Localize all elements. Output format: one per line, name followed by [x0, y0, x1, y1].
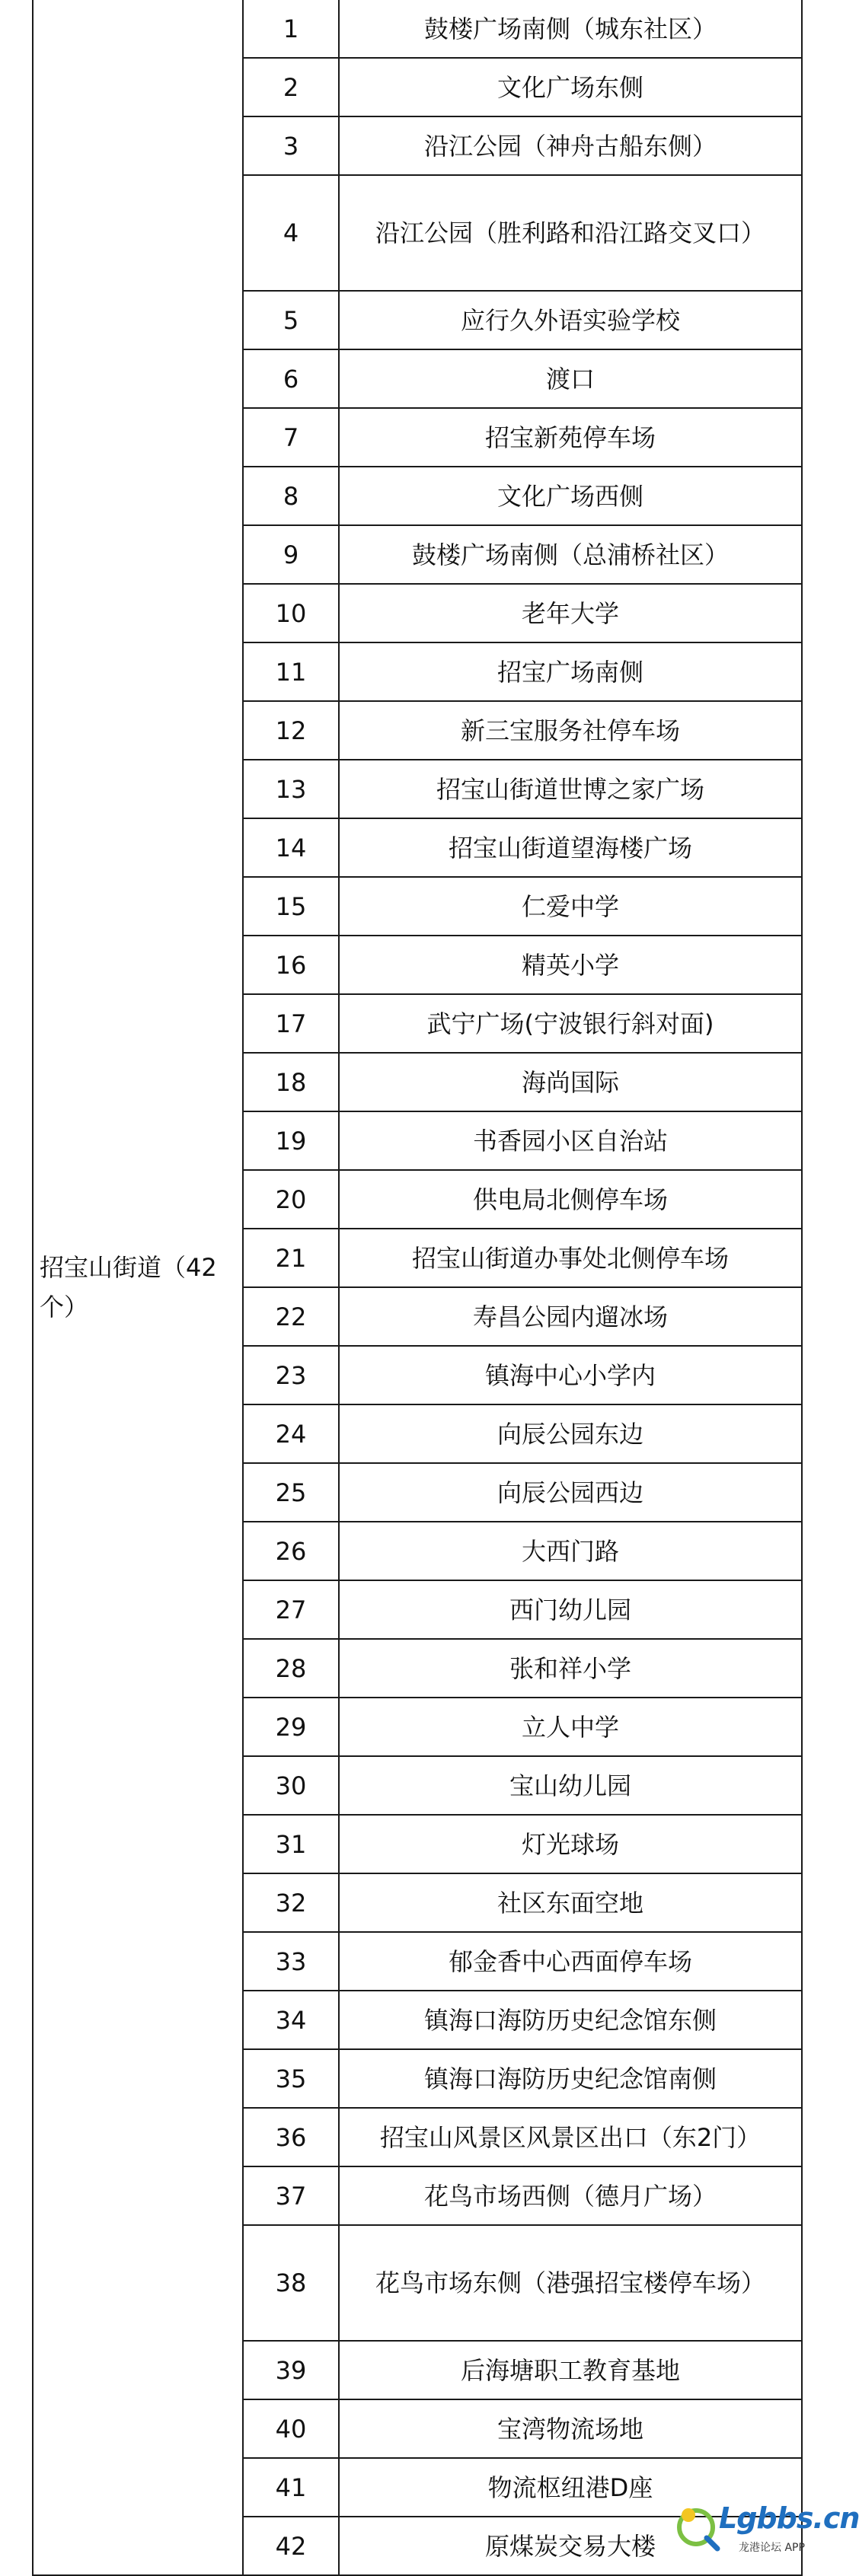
location-name: 物流枢纽港D座 [339, 2458, 802, 2517]
row-number: 14 [243, 818, 339, 877]
row-number: 42 [243, 2517, 339, 2575]
row-number: 29 [243, 1698, 339, 1756]
location-name: 镇海中心小学内 [339, 1346, 802, 1404]
location-name: 文化广场西侧 [339, 467, 802, 525]
row-number: 15 [243, 877, 339, 936]
location-name: 招宝山风景区风景区出口（东2门） [339, 2108, 802, 2166]
row-number: 3 [243, 116, 339, 175]
table-body [33, 0, 802, 2575]
location-name: 书香园小区自治站 [339, 1111, 802, 1170]
row-number: 20 [243, 1170, 339, 1229]
row-number: 17 [243, 994, 339, 1053]
row-number: 39 [243, 2341, 339, 2399]
location-name: 花鸟市场西侧（德月广场） [339, 2166, 802, 2225]
row-number: 23 [243, 1346, 339, 1404]
row-number: 22 [243, 1287, 339, 1346]
row-number: 41 [243, 2458, 339, 2517]
row-number: 18 [243, 1053, 339, 1111]
row-number: 6 [243, 349, 339, 408]
row-number: 1 [243, 0, 339, 58]
row-number: 40 [243, 2399, 339, 2458]
street-name-line1: 招宝山街道（42 [40, 1253, 217, 1282]
row-number: 9 [243, 525, 339, 584]
location-name: 招宝山街道办事处北侧停车场 [339, 1229, 802, 1287]
location-name: 后海塘职工教育基地 [339, 2341, 802, 2399]
row-number: 26 [243, 1522, 339, 1580]
row-number: 28 [243, 1639, 339, 1698]
location-name: 花鸟市场东侧（港强招宝楼停车场） [339, 2225, 802, 2341]
location-name: 郁金香中心西面停车场 [339, 1932, 802, 1991]
location-name: 向辰公园东边 [339, 1404, 802, 1463]
row-number: 31 [243, 1815, 339, 1873]
row-number: 27 [243, 1580, 339, 1639]
location-name: 供电局北侧停车场 [339, 1170, 802, 1229]
row-number: 21 [243, 1229, 339, 1287]
row-number: 38 [243, 2225, 339, 2341]
location-name: 西门幼儿园 [339, 1580, 802, 1639]
row-number: 10 [243, 584, 339, 642]
row-number: 37 [243, 2166, 339, 2225]
table-row [33, 0, 802, 58]
location-name: 招宝山街道世博之家广场 [339, 760, 802, 818]
location-name: 招宝山街道望海楼广场 [339, 818, 802, 877]
location-name: 宝湾物流场地 [339, 2399, 802, 2458]
location-name: 大西门路 [339, 1522, 802, 1580]
location-name: 文化广场东侧 [339, 58, 802, 116]
location-name: 武宁广场(宁波银行斜对面) [339, 994, 802, 1053]
location-name: 海尚国际 [339, 1053, 802, 1111]
street-name-line2: 个） [40, 1293, 89, 1321]
location-name: 鼓楼广场南侧（总浦桥社区） [339, 525, 802, 584]
location-name: 渡口 [339, 349, 802, 408]
location-name: 仁爱中学 [339, 877, 802, 936]
row-number: 2 [243, 58, 339, 116]
row-number: 11 [243, 642, 339, 701]
row-number: 8 [243, 467, 339, 525]
location-name: 沿江公园（胜利路和沿江路交叉口） [339, 175, 802, 291]
location-name: 镇海口海防历史纪念馆南侧 [339, 2049, 802, 2108]
location-name: 精英小学 [339, 936, 802, 994]
row-number: 16 [243, 936, 339, 994]
row-number: 36 [243, 2108, 339, 2166]
street-name-cell [33, 0, 243, 2575]
location-name: 应行久外语实验学校 [339, 291, 802, 349]
row-number: 19 [243, 1111, 339, 1170]
location-name: 灯光球场 [339, 1815, 802, 1873]
location-name: 立人中学 [339, 1698, 802, 1756]
row-number: 30 [243, 1756, 339, 1815]
row-number: 24 [243, 1404, 339, 1463]
location-name: 老年大学 [339, 584, 802, 642]
location-name: 招宝广场南侧 [339, 642, 802, 701]
watermark [666, 2495, 859, 2556]
row-number: 25 [243, 1463, 339, 1522]
location-name: 招宝新苑停车场 [339, 408, 802, 467]
row-number: 34 [243, 1991, 339, 2049]
row-number: 5 [243, 291, 339, 349]
row-number: 13 [243, 760, 339, 818]
location-name: 原煤炭交易大楼 [339, 2517, 802, 2575]
location-name: 沿江公园（神舟古船东侧） [339, 116, 802, 175]
watermark-subtitle: 龙港论坛 APP [739, 2542, 805, 2554]
location-name: 社区东面空地 [339, 1873, 802, 1932]
row-number: 33 [243, 1932, 339, 1991]
watermark-brand: Lgbbs.cn [719, 2501, 859, 2535]
collection-points-table [32, 0, 803, 2576]
row-number: 32 [243, 1873, 339, 1932]
row-number: 35 [243, 2049, 339, 2108]
row-number: 12 [243, 701, 339, 760]
location-name: 寿昌公园内遛冰场 [339, 1287, 802, 1346]
location-name: 镇海口海防历史纪念馆东侧 [339, 1991, 802, 2049]
watermark-logo-icon [666, 2495, 726, 2556]
location-name: 张和祥小学 [339, 1639, 802, 1698]
location-name: 新三宝服务社停车场 [339, 701, 802, 760]
row-number: 7 [243, 408, 339, 467]
row-number: 4 [243, 175, 339, 291]
location-name: 鼓楼广场南侧（城东社区） [339, 0, 802, 58]
location-name: 向辰公园西边 [339, 1463, 802, 1522]
location-name: 宝山幼儿园 [339, 1756, 802, 1815]
